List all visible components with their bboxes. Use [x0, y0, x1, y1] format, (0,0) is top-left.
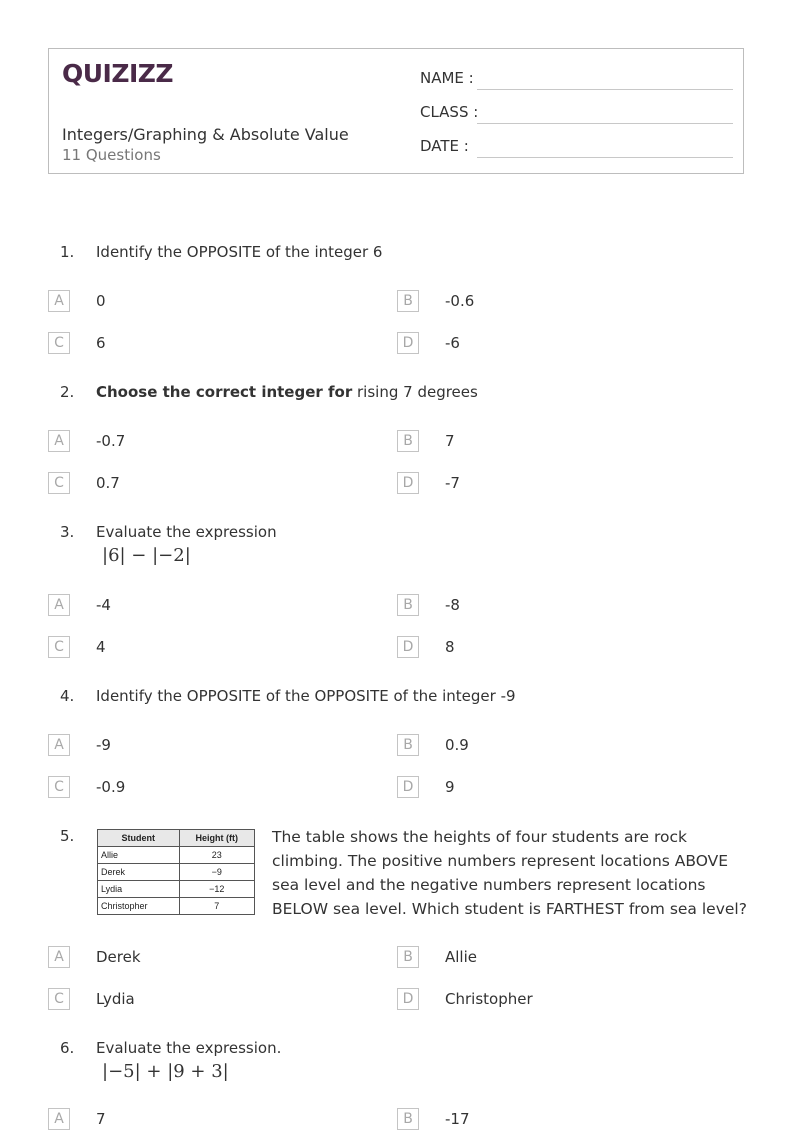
option-text: -4	[96, 596, 111, 614]
option-text: Christopher	[445, 990, 533, 1008]
option-text: -0.6	[445, 292, 475, 310]
option-letter-box[interactable]: D	[397, 636, 419, 658]
math-expression: |6| − |−2|	[102, 545, 191, 566]
option-text: 0.9	[445, 736, 469, 754]
option-letter-box[interactable]: A	[48, 1108, 70, 1130]
option-text: 0	[96, 292, 106, 310]
question-bold-text: Choose the correct integer for	[96, 383, 353, 401]
option-letter-box[interactable]: C	[48, 776, 70, 798]
table-header-row	[98, 830, 255, 847]
question-number: 3.	[60, 523, 75, 541]
worksheet-title: Integers/Graphing & Absolute Value	[62, 125, 349, 144]
question-number: 6.	[60, 1039, 75, 1057]
table-cell: 7	[179, 898, 254, 915]
option-text: 8	[445, 638, 455, 656]
option-letter-box[interactable]: D	[397, 988, 419, 1010]
option-text: 9	[445, 778, 455, 796]
question-text: Evaluate the expression	[96, 523, 277, 541]
question-number: 2.	[60, 383, 75, 401]
option-letter-box[interactable]: C	[48, 472, 70, 494]
option-text: 6	[96, 334, 106, 352]
option-letter-box[interactable]: D	[397, 776, 419, 798]
option-letter-box[interactable]: D	[397, 472, 419, 494]
table-cell: 23	[179, 847, 254, 864]
table-cell: Allie	[98, 847, 180, 864]
table-row	[98, 898, 255, 915]
option-text: 0.7	[96, 474, 120, 492]
option-letter-box[interactable]: A	[48, 430, 70, 452]
option-letter-box[interactable]: B	[397, 1108, 419, 1130]
option-text: 7	[445, 432, 455, 450]
class-line[interactable]	[477, 123, 733, 124]
option-text: -8	[445, 596, 460, 614]
option-text: -0.7	[96, 432, 126, 450]
option-letter-box[interactable]: B	[397, 594, 419, 616]
option-letter-box[interactable]: A	[48, 290, 70, 312]
option-letter-box[interactable]: D	[397, 332, 419, 354]
question-text: The table shows the heights of four students are rock climbing. The positive numbers represent locations ABOVE sea level and the negative numbers represent locations BELOW sea level. Which student is FARTHEST from sea level?	[272, 828, 747, 918]
worksheet-header	[48, 48, 744, 174]
option-letter-box[interactable]: B	[397, 430, 419, 452]
question-count: 11 Questions	[62, 146, 161, 164]
option-text: -0.9	[96, 778, 126, 796]
option-letter-box[interactable]: C	[48, 636, 70, 658]
table-header-cell: Student	[98, 830, 180, 847]
table-row	[98, 864, 255, 881]
date-label: DATE :	[420, 137, 469, 155]
question-text: Evaluate the expression.	[96, 1039, 282, 1057]
option-letter-box[interactable]: A	[48, 734, 70, 756]
date-line[interactable]	[477, 157, 733, 158]
option-text: Derek	[96, 948, 141, 966]
table-cell: Derek	[98, 864, 180, 881]
option-text: -9	[96, 736, 111, 754]
table-cell: −9	[179, 864, 254, 881]
option-letter-box[interactable]: C	[48, 988, 70, 1010]
table-cell: Christopher	[98, 898, 180, 915]
option-letter-box[interactable]: B	[397, 734, 419, 756]
option-letter-box[interactable]: B	[397, 946, 419, 968]
question-number: 4.	[60, 687, 75, 705]
option-text: -7	[445, 474, 460, 492]
name-label: NAME :	[420, 69, 474, 87]
option-text: -17	[445, 1110, 470, 1128]
table-cell: Lydia	[98, 881, 180, 898]
option-text: Lydia	[96, 990, 135, 1008]
option-letter-box[interactable]: B	[397, 290, 419, 312]
question-number: 5.	[60, 827, 75, 845]
option-text: 4	[96, 638, 106, 656]
heights-table	[97, 829, 255, 915]
option-text: -6	[445, 334, 460, 352]
name-line[interactable]	[477, 89, 733, 90]
question-text	[96, 383, 478, 401]
option-text: 7	[96, 1110, 106, 1128]
math-expression: |−5| + |9 + 3|	[102, 1061, 229, 1082]
quizizz-logo: QUIZIZZ	[62, 59, 174, 88]
option-text: Allie	[445, 948, 477, 966]
question-text: Identify the OPPOSITE of the integer 6	[96, 243, 383, 261]
table-row	[98, 881, 255, 898]
table-cell: −12	[179, 881, 254, 898]
table-header-cell: Height (ft)	[179, 830, 254, 847]
question-text: Identify the OPPOSITE of the OPPOSITE of the integer -9	[96, 687, 516, 705]
table-row	[98, 847, 255, 864]
question-plain-text: rising 7 degrees	[352, 383, 478, 401]
question-number: 1.	[60, 243, 75, 261]
option-letter-box[interactable]: A	[48, 594, 70, 616]
option-letter-box[interactable]: A	[48, 946, 70, 968]
class-label: CLASS :	[420, 103, 479, 121]
option-letter-box[interactable]: C	[48, 332, 70, 354]
